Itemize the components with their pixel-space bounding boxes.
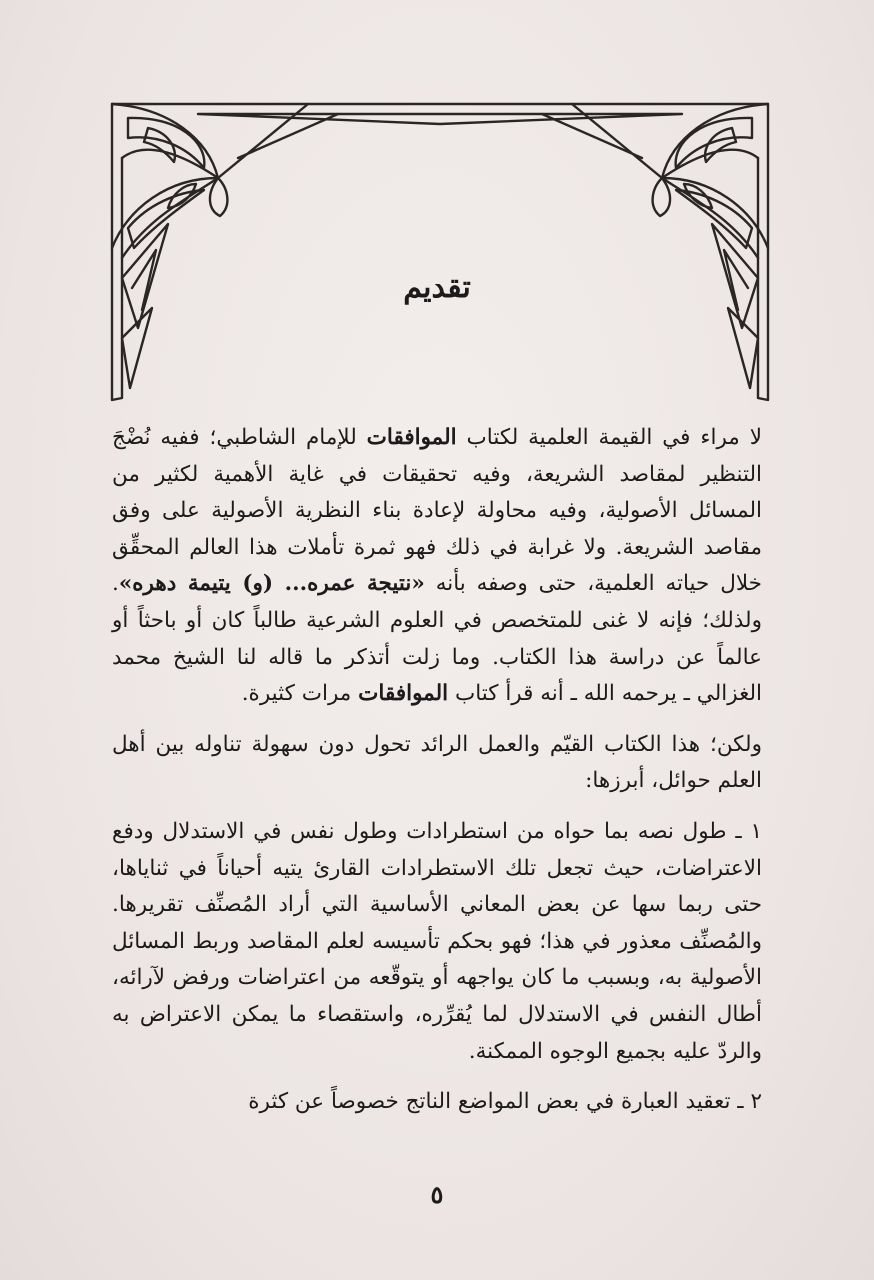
quote-emphasis: «نتيجة عمره... (و) يتيمة دهره» xyxy=(118,571,425,597)
body-text xyxy=(112,420,762,1121)
list-item: ١ ـ طول نصه بما حواه من استطرادات وطول نفس في الاستدلال ودفع الاعتراضات، حيث تجعل تلك الاستطرادات القارئ يتيه أحياناً في ثناياها، حتى ربما سها عن بعض المعاني الأساسية التي أراد المُصنِّف تقريرها. والمُصنِّف معذور في هذا؛ فهو بحكم تأسيسه لعلم المقاصد وربط المسائل الأصولية به، وبسبب ما كان يواجهه أو يتوقّعه من اعتراضات ورفض لآرائه، أطال النفس في الاستدلال لما يُقرِّره، واستقصاء ما يمكن الاعتراض به والردّ عليه بجميع الوجوه الممكنة. xyxy=(112,818,762,1064)
list-item: ٢ ـ تعقيد العبارة في بعض المواضع الناتج خصوصاً عن كثرة xyxy=(248,1089,762,1115)
page-number: ٥ xyxy=(430,1180,444,1209)
page-title: تقديم xyxy=(403,270,471,305)
book-title-emphasis: الموافقات xyxy=(358,681,449,707)
paragraph: ولكن؛ هذا الكتاب القيّم والعمل الرائد تحول دون سهولة تناوله بين أهل العلم حوائل، أبرزها: xyxy=(112,731,762,794)
paragraph: لا مراء في القيمة العلمية لكتاب الموافقات للإمام الشاطبي؛ ففيه نُضْجَ التنظير لمقاصد الشريعة، وفيه تحقيقات في غاية الأهمية لكثير من المسائل الأصولية، وفيه محاولة لإعادة بناء النظرية الأصولية على وفق مقاصد الشريعة. ولا غرابة في ذلك فهو ثمرة تأملات هذا العالم المحقِّق خلال حياته العلمية، حتى وصفه بأنه «نتيجة عمره... (و) يتيمة دهره». ولذلك؛ فإنه لا غنى للمتخصص في العلوم الشرعية طالباً كان أو باحثاً أو عالماً عن دراسة هذا الكتاب. وما زلت أتذكر ما قاله لنا الشيخ محمد الغزالي ـ يرحمه الله ـ أنه قرأ كتاب الموافقات مرات كثيرة. xyxy=(112,425,762,707)
ornamental-frame xyxy=(108,98,772,408)
book-title-emphasis: الموافقات xyxy=(366,425,457,450)
